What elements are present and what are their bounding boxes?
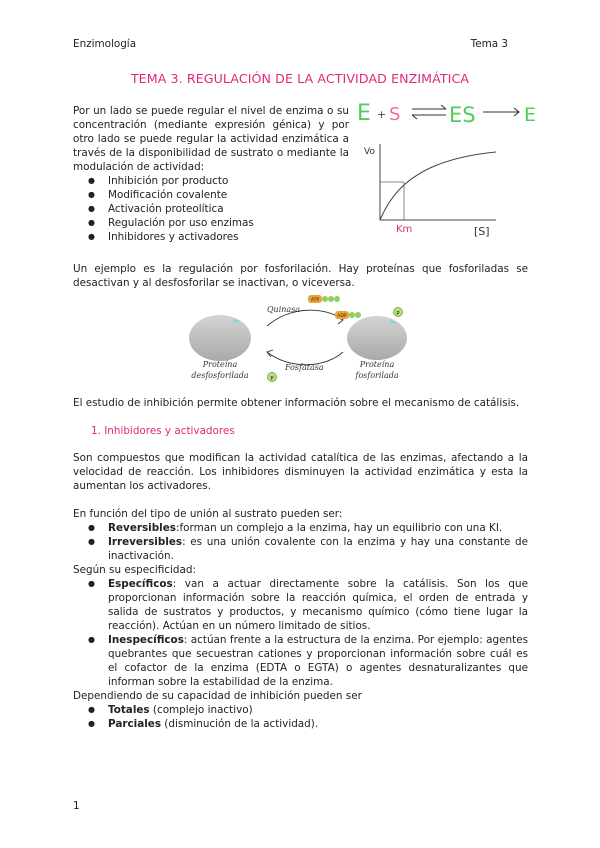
parciales-label: Parciales <box>108 718 161 730</box>
arrow-right-icon <box>483 108 519 116</box>
equilibrium-arrow-icon <box>412 105 446 119</box>
phosphate-label-released: P <box>270 376 274 382</box>
kinase-label: Quinasa <box>267 305 301 314</box>
list-item: ● Inhibidores y activadores <box>73 230 349 244</box>
totales-label: Totales <box>108 704 150 716</box>
page-number: 1 <box>73 800 80 812</box>
section-heading: 1. Inhibidores y activadores <box>91 425 235 437</box>
inhibition-paragraph: El estudio de inhibición permite obtener información sobre el mecanismo de catálisis. <box>73 397 520 409</box>
graph-km-label: Km <box>396 224 413 235</box>
right-protein-label-1: Proteína <box>359 360 395 369</box>
union-intro: En función del tipo de unión al sustrato pueden ser: <box>73 508 343 520</box>
phosphorylated-protein-icon <box>347 316 407 360</box>
dephosphorylated-protein-icon <box>189 315 251 361</box>
graph-x-label: [S] <box>474 225 490 238</box>
list-item <box>73 535 528 563</box>
header-topic: Tema 3 <box>470 38 508 50</box>
list-item <box>73 521 528 535</box>
phosphate-label-right: P <box>396 311 400 317</box>
reversibles-label: Reversibles <box>108 522 176 534</box>
equation-complex: ES <box>449 103 476 127</box>
phosphatase-label: Fosfatasa <box>285 363 324 372</box>
handwritten-equation <box>355 96 550 128</box>
michaelis-menten-graph <box>360 138 505 242</box>
equation-enzyme: E <box>357 101 371 126</box>
intro-paragraph: Por un lado se puede regular el nivel de enzima o su concentración (mediante expresión génica) y por otro lado se puede regular la actividad enzimática a través de la disponibilidad de sustrato o mediante la modulación de actividad: <box>73 105 349 173</box>
especificos-text: : van a actuar directamente sobre la catálisis. Son los que proporcionan información sobre la reacción química, el orden de entrada y salida de sustratos y productos, y mecanismo químico (cómo tiene lugar la reacción). Actúan en un número limitado de sitios. <box>108 578 528 632</box>
list-item: ● Inhibición por producto <box>73 174 349 188</box>
saturation-curve <box>380 152 496 220</box>
union-block <box>73 507 528 731</box>
atp-label: ATP <box>310 298 320 303</box>
inespecificos-label: Inespecíficos <box>108 634 184 646</box>
parciales-text: (disminución de la actividad). <box>161 718 319 730</box>
list-item <box>73 703 528 717</box>
inespecificos-text: : actúan frente a la estructura de la enzima. Por ejemplo: agentes quebrantes que secuestran cationes y proporcionan información sobre cuál es el cofactor de la enzima (EDTA o EGTA) o agentes desnaturalizantes que informan sobre la estabilidad de la enzima. <box>108 634 528 688</box>
especificos-label: Específicos <box>108 578 173 590</box>
list-item: ● Activación proteolítica <box>73 202 349 216</box>
reversibles-text: :forman un complejo a la enzima, hay un equilibrio con una KI. <box>175 522 503 534</box>
page-title: TEMA 3. REGULACIÓN DE LA ACTIVIDAD ENZIMÁTICA <box>130 71 470 86</box>
left-protein-label-1: Proteína <box>202 360 238 369</box>
specificity-intro: Según su especificidad: <box>73 564 196 576</box>
regulation-list <box>73 174 349 244</box>
irreversibles-label: Irreversibles <box>108 536 183 548</box>
capacity-intro: Dependiendo de su capacidad de inhibición pueden ser <box>73 690 362 702</box>
equation-substrate: S <box>389 104 401 125</box>
phosphorylation-diagram <box>185 290 420 390</box>
graph-y-label: Vo <box>364 147 375 157</box>
irreversibles-text: : es una unión covalente con la enzima y hay una constante de inactivación. <box>108 536 528 562</box>
equation-product: E <box>524 104 537 126</box>
adp-label: ADP <box>337 314 347 319</box>
right-protein-label-2: fosforilada <box>355 371 399 380</box>
list-item: ● Regulación por uso enzimas <box>73 216 349 230</box>
list-item: ● Modificación covalente <box>73 188 349 202</box>
header-subject: Enzimología <box>73 38 137 50</box>
list-item <box>73 633 528 689</box>
equation-plus: + <box>377 108 387 121</box>
list-item <box>73 577 528 633</box>
left-protein-label-2: desfosforilada <box>191 371 249 380</box>
phospho-paragraph: Un ejemplo es la regulación por fosforilación. Hay proteínas que fosforiladas se desactivan y al desfosforilar se inactivan, o viceversa. <box>73 263 528 289</box>
list-item <box>73 717 528 731</box>
totales-text: (complejo inactivo) <box>149 704 253 716</box>
section-paragraph: Son compuestos que modifican la actividad catalítica de las enzimas, afectando a la velocidad de reacción. Los inhibidores disminuyen la actividad enzimática y esta la aumentan los activadores. <box>73 452 528 492</box>
intro-block <box>73 104 349 244</box>
